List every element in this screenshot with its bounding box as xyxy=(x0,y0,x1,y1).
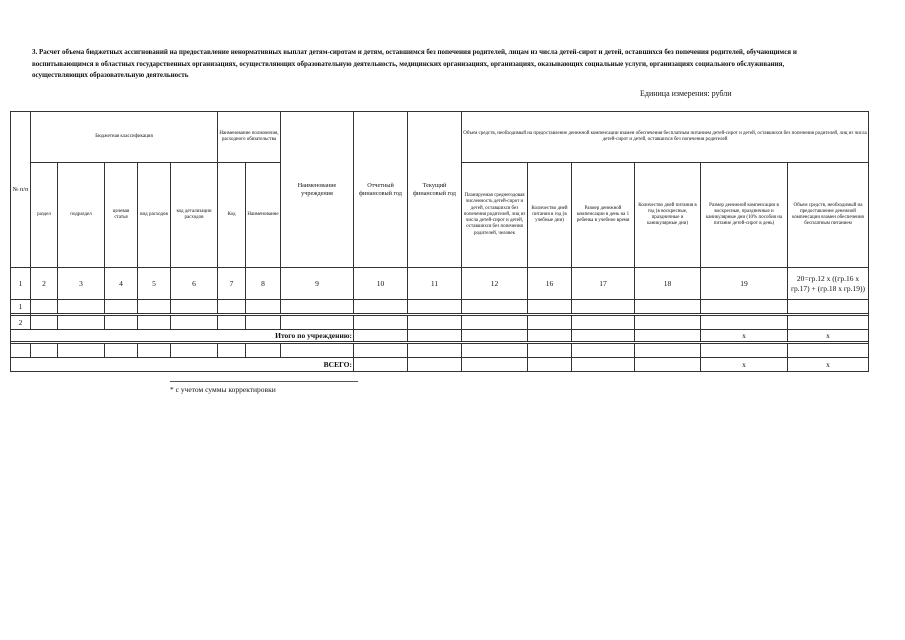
col-header-number: № п/п xyxy=(11,112,31,268)
col-number-cell: 17 xyxy=(572,268,635,300)
col-number-cell: 10 xyxy=(354,268,408,300)
col-number-cell: 3 xyxy=(58,268,105,300)
x-mark: x xyxy=(788,330,869,342)
table-row xyxy=(11,344,869,358)
col-number-cell: 16 xyxy=(528,268,572,300)
col-header-subsection: подраздел xyxy=(58,163,105,268)
row-label: 2 xyxy=(11,316,31,330)
col-header-funds-group: Объем средств, необходимый на предоставление денежной компенсации взамен обеспечения бесплатным питанием детей-сирот и детей, оставшихся без попечения родителей, лиц из числа детей-сирот и детей, оставшихся без попечения родителей xyxy=(462,112,869,163)
table-row xyxy=(11,316,869,330)
section-heading: 3. Расчет объема бюджетных ассигнований на предоставление ненормативных выплат детям-сиротам и детям, оставшимся без попечения родителей, лицам из числа детей-сирот и детей, оставшихся без попечения родителей, обучающимся и воспитывающимся в областных государственных организациях, осуществляющих образовательную деятельность, медицинских организациях, организациях, оказывающих социальные услуги, организациях социального обслуживания, осуществляющих образовательную деятельность xyxy=(32,48,797,79)
col-header-institution: Наименование учреждения xyxy=(281,112,354,268)
col-header-report-year: Отчетный финансовый год xyxy=(354,112,408,268)
x-mark: x xyxy=(701,358,788,372)
col-header-authority: Наименование полномочия, расходного обязательства xyxy=(218,112,281,163)
subtotal-label: Итого по учреждению: xyxy=(11,330,354,342)
row-label: 1 xyxy=(11,300,31,314)
col-number-cell: 2 xyxy=(31,268,58,300)
total-label: ВСЕГО: xyxy=(11,358,354,372)
col-header-authority-name: Наименование xyxy=(246,163,281,268)
col-header-planned-count: Планируемая среднегодовая численность детей-сирот и детей, оставшихся без попечения родителей, лиц из числа детей-сирот и детей, оставшихся без попечения родителей, человек xyxy=(462,163,528,268)
table-row xyxy=(11,300,869,314)
budget-table xyxy=(10,111,869,372)
x-mark: x xyxy=(701,330,788,342)
footnote: * с учетом суммы корректировки xyxy=(170,385,276,394)
col-number-cell: 19 xyxy=(701,268,788,300)
col-header-study-days: Количество дней питания в год (в учебные дни) xyxy=(528,163,572,268)
col-header-section: раздел xyxy=(31,163,58,268)
subtotal-row xyxy=(11,330,869,342)
col-number-cell: 8 xyxy=(246,268,281,300)
col-header-daily-compensation: Размер денежной компенсации в день на 1 ребенка в учебное время xyxy=(572,163,635,268)
col-number-cell: 11 xyxy=(408,268,462,300)
col-header-detail-code: код детализации расходов xyxy=(171,163,218,268)
col-number-cell: 18 xyxy=(635,268,701,300)
col-header-holiday-compensation: Размер денежной компенсации в воскресные, праздничные и каникулярные дни (10% пособия на питание детей-сирот в день) xyxy=(701,163,788,268)
col-number-cell: 4 xyxy=(105,268,138,300)
col-number-cell: 7 xyxy=(218,268,246,300)
col-header-budget-classification: Бюджетная классификация xyxy=(31,112,218,163)
col-number-cell: 1 xyxy=(11,268,31,300)
col-number-cell: 20=гр.12 x ((гр.16 x гр.17) + (гр.18 x гр.19)) xyxy=(788,268,869,300)
col-header-expense-type: вид расходов xyxy=(138,163,171,268)
col-number-cell: 9 xyxy=(281,268,354,300)
unit-label: Единица измерения: рубли xyxy=(640,89,732,98)
col-header-authority-code: Код xyxy=(218,163,246,268)
x-mark: x xyxy=(788,358,869,372)
col-header-current-year: Текущий финансовый год xyxy=(408,112,462,268)
col-header-target-article: целевая статья xyxy=(105,163,138,268)
col-header-funds-total: Объем средств, необходимый на предоставление денежной компенсации взамен обеспечения бесплатным питанием xyxy=(788,163,869,268)
total-row xyxy=(11,358,869,372)
col-number-cell: 5 xyxy=(138,268,171,300)
col-number-cell: 12 xyxy=(462,268,528,300)
col-header-holiday-days: Количество дней питания в год (в воскресные, праздничные и каникулярные дни) xyxy=(635,163,701,268)
col-number-cell: 6 xyxy=(171,268,218,300)
footnote-divider xyxy=(170,381,358,382)
